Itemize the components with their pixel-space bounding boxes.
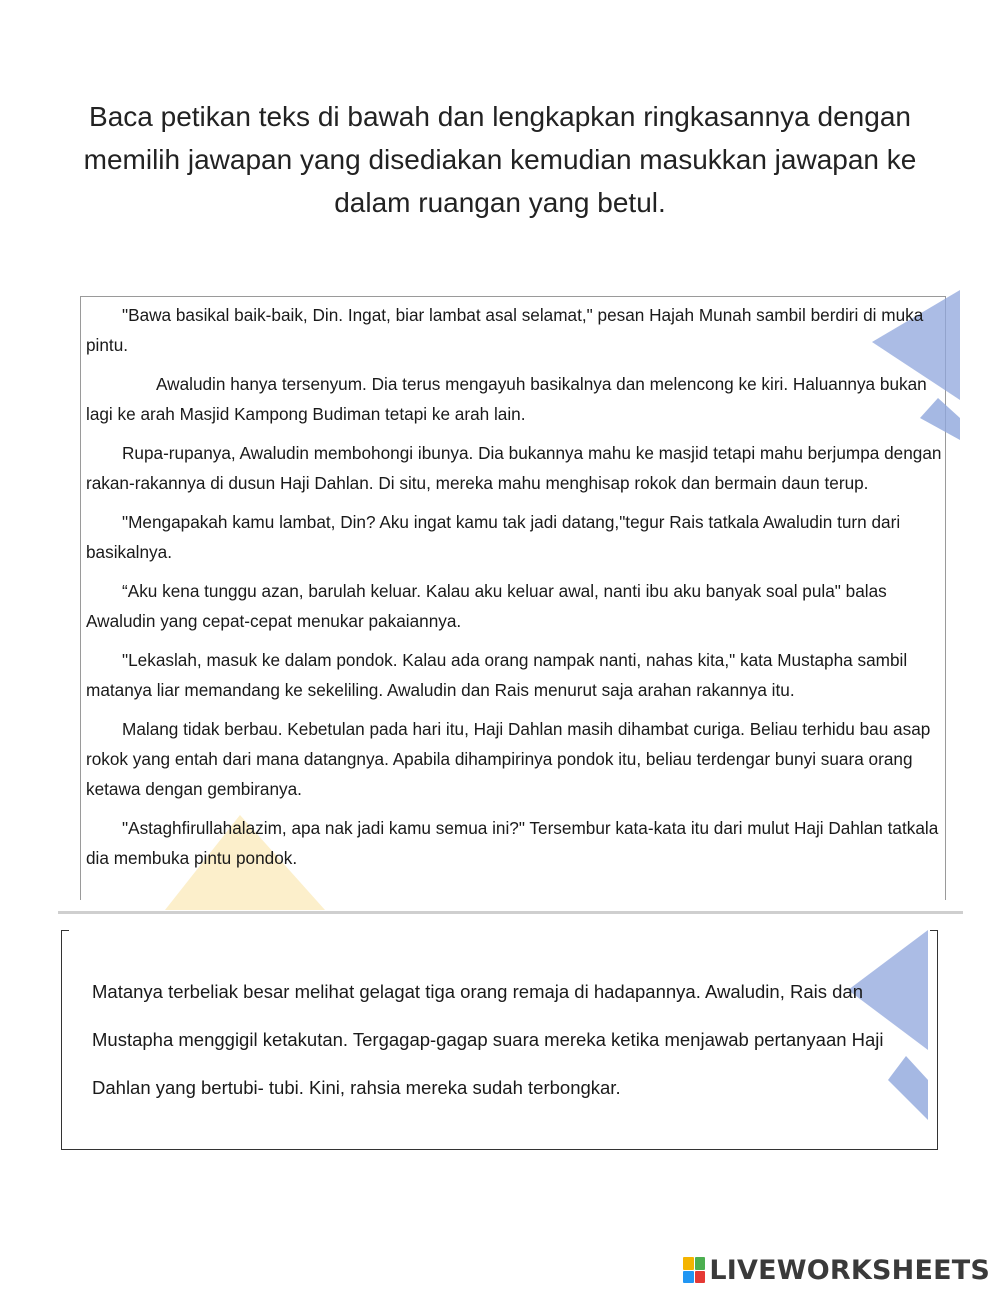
brand-footer [683, 1253, 990, 1287]
passage-paragraph: Awaludin hanya tersenyum. Dia terus mengayuh basikalnya dan melencong ke kiri. Haluannya bukan lagi ke arah Masjid Kampong Budiman tetapi ke arah lain. [86, 374, 927, 424]
passage-paragraph: “Aku kena tunggu azan, barulah keluar. Kalau aku keluar awal, nanti ibu aku banyak soal pula" balas Awaludin yang cepat-cepat menukar pakaiannya. [86, 581, 887, 631]
passage-paragraph: "Bawa basikal baik-baik, Din. Ingat, biar lambat asal selamat," pesan Hajah Munah sambil berdiri di muka pintu. [86, 305, 924, 355]
passage-paragraph: Malang tidak berbau. Kebetulan pada hari itu, Haji Dahlan masih dihambat curiga. Beliau terhidu bau asap rokok yang entah dari mana datangnya. Apabila dihampirinya pondok itu, beliau terdengar bunyi suara orang ketawa dengan gembiranya. [86, 719, 931, 799]
passage-text [86, 300, 942, 882]
brand-name: LIVEWORKSHEETS [709, 1254, 990, 1286]
summary-text: Matanya terbeliak besar melihat gelagat tiga orang remaja di hadapannya. Awaludin, Rais dan Mustapha menggigil ketakutan. Tergagap-gagap suara mereka ketika menjawab pertanyaan Haji Dahlan yang bertubi- tubi. Kini, rahsia mereka sudah terbongkar. [92, 981, 884, 1098]
passage-paragraph: "Mengapakah kamu lambat, Din? Aku ingat kamu tak jadi datang,"tegur Rais tatkala Awaludin turn dari basikalnya. [86, 512, 901, 562]
passage-paragraph: Rupa-rupanya, Awaludin membohongi ibunya. Dia bukannya mahu ke masjid tetapi mahu berjumpa dengan rakan-rakannya di dusun Haji Dahlan. Di situ, mereka mahu menghisap rokok dan bermain daun terup. [86, 443, 942, 493]
instruction-text: Baca petikan teks di bawah dan lengkapkan ringkasannya dengan memilih jawapan yang disediakan kemudian masukkan jawapan ke dalam ruangan yang betul. [83, 101, 917, 218]
liveworksheets-logo-icon [683, 1257, 705, 1283]
passage-paragraph: "Lekaslah, masuk ke dalam pondok. Kalau ada orang nampak nanti, nahas kita," kata Mustapha sambil matanya liar memandang ke sekeliling. Awaludin dan Rais menurut saja arahan rakannya itu. [86, 650, 908, 700]
passage-paragraph: "Astaghfirullahalazim, apa nak jadi kamu semua ini?" Tersembur kata-kata itu dari mulut Haji Dahlan tatkala dia membuka pintu pondok. [86, 818, 939, 868]
